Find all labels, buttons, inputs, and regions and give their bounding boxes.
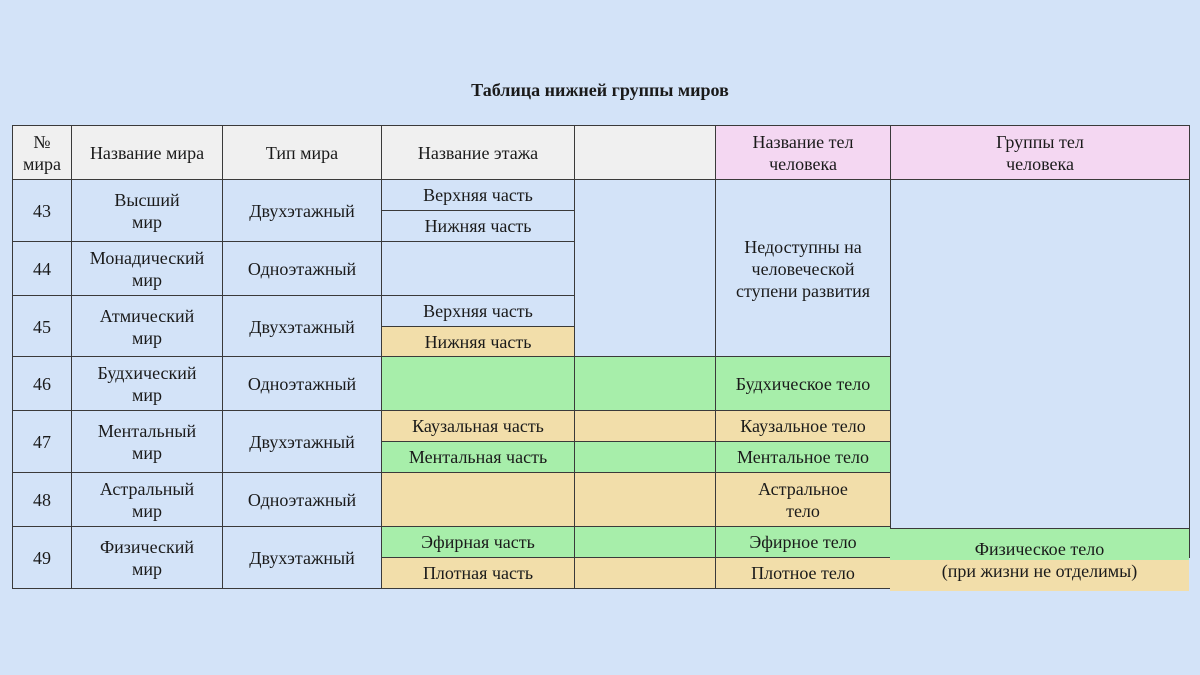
cell-floor-49-upper: Эфирная часть [382, 527, 575, 558]
header-empty [575, 126, 716, 180]
header-floor-name: Название этажа [382, 126, 575, 180]
cell-num-46: 46 [13, 357, 72, 411]
cell-floor-45-upper: Верхняя часть [382, 296, 575, 327]
cell-type-47: Двухэтажный [223, 411, 382, 473]
cell-name-43: Высший мир [72, 180, 223, 242]
cell-body-49-upper: Эфирное тело [716, 527, 891, 558]
cell-name-46: Будхический мир [72, 357, 223, 411]
cell-floor-49-lower: Плотная часть [382, 558, 575, 589]
cell-name-49: Физический мир [72, 527, 223, 589]
page-title: Таблица нижней группы миров [471, 80, 729, 100]
cell-type-44: Одноэтажный [223, 242, 382, 296]
cell-body-46: Будхическое тело [716, 357, 891, 411]
cell-empty-49-lower [575, 558, 716, 589]
row-46 [13, 357, 1190, 411]
cell-floor-47-lower: Ментальная часть [382, 442, 575, 473]
cell-floor-43-lower: Нижняя часть [382, 211, 575, 242]
cell-num-45: 45 [13, 296, 72, 358]
worlds-table [12, 125, 1190, 358]
header-body-groups: Группы тел человека [891, 126, 1190, 180]
cell-floor-43-upper: Верхняя часть [382, 180, 575, 211]
cell-groups-empty [891, 180, 1190, 358]
cell-empty-47-lower [575, 442, 716, 473]
cell-floor-47-upper: Каузальная часть [382, 411, 575, 442]
row-43a [13, 180, 1190, 211]
cell-num-47: 47 [13, 411, 72, 473]
cell-unavailable: Недоступны на человеческой ступени развития [716, 180, 891, 358]
cell-floor-45-lower: Нижняя часть [382, 327, 575, 358]
cell-type-46: Одноэтажный [223, 357, 382, 411]
cell-empty-47-upper [575, 411, 716, 442]
cell-group-49: Физическое тело (при жизни не отделимы) [890, 528, 1189, 591]
header-row [13, 126, 1190, 180]
header-num: № мира [13, 126, 72, 180]
cell-body-47-upper: Каузальное тело [716, 411, 891, 442]
cell-floor-46 [382, 357, 575, 411]
cell-type-48: Одноэтажный [223, 473, 382, 527]
cell-num-49: 49 [13, 527, 72, 589]
cell-name-48: Астральный мир [72, 473, 223, 527]
header-world-name: Название мира [72, 126, 223, 180]
cell-num-44: 44 [13, 242, 72, 296]
cell-floor-44 [382, 242, 575, 296]
cell-num-43: 43 [13, 180, 72, 242]
cell-name-45: Атмический мир [72, 296, 223, 358]
cell-type-43: Двухэтажный [223, 180, 382, 242]
cell-body-48: Астральное тело [716, 473, 891, 527]
cell-empty-46 [575, 357, 716, 411]
cell-body-47-lower: Ментальное тело [716, 442, 891, 473]
cell-floor-48 [382, 473, 575, 527]
cell-num-48: 48 [13, 473, 72, 527]
cell-empty-48 [575, 473, 716, 527]
header-world-type: Тип мира [223, 126, 382, 180]
cell-body-49-lower: Плотное тело [716, 558, 891, 589]
header-body-name: Название тел человека [716, 126, 891, 180]
cell-name-47: Ментальный мир [72, 411, 223, 473]
cell-type-49: Двухэтажный [223, 527, 382, 589]
cell-empty-43-45 [575, 180, 716, 358]
cell-type-45: Двухэтажный [223, 296, 382, 358]
cell-name-44: Монадический мир [72, 242, 223, 296]
cell-empty-49-upper [575, 527, 716, 558]
